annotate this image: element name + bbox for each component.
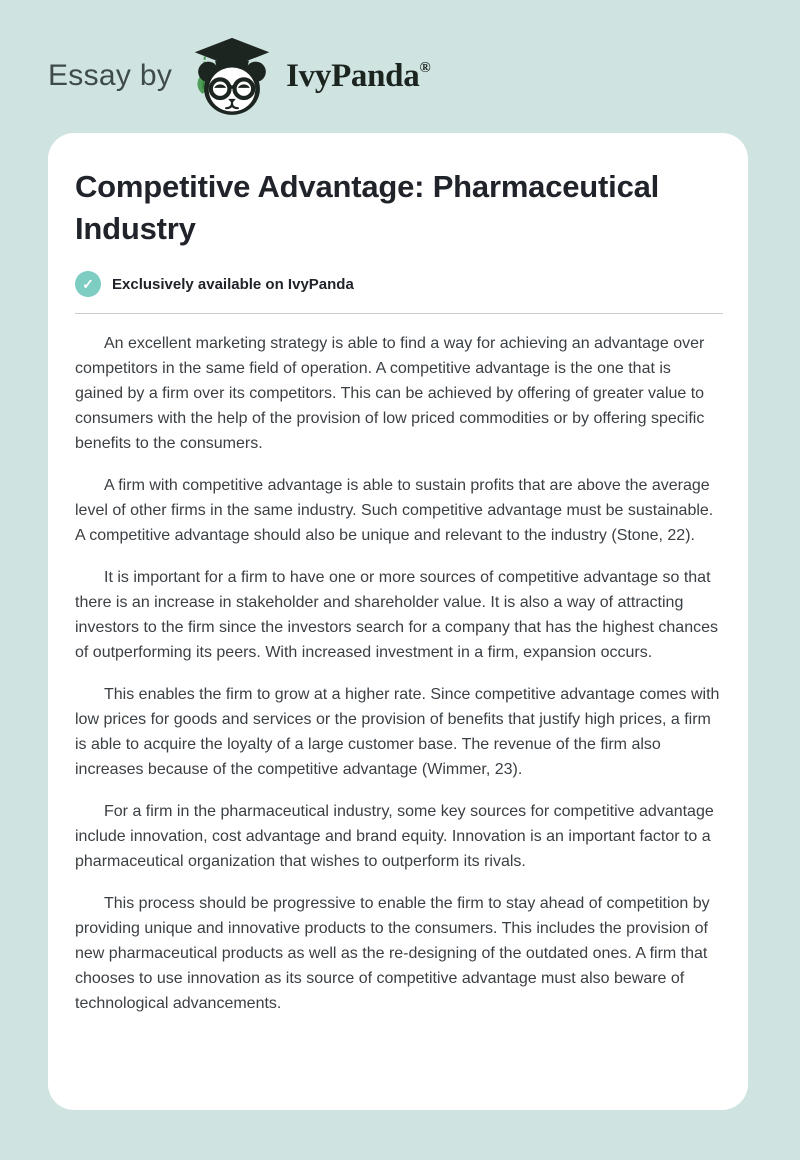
essay-paragraph: An excellent marketing strategy is able to find a way for achieving an advantage over competitors in the same field of operation. A competitive advantage is the one that is gained by a firm over its competitors. This can be achieved by offering of greater value to consumers with the help of the provision of low priced commodities or by offering specific benefits to the consumers.	[75, 335, 705, 453]
check-icon: ✓	[75, 271, 101, 297]
essay-paragraph: This process should be progressive to enable the firm to stay ahead of competition by providing unique and innovative products to the consumers. This includes the provision of new pharmaceutical products as well as the re-designing of the outdated ones. A firm that chooses to use innovation as its source of competitive advantage must also beware of technological advancements.	[75, 895, 710, 1013]
page-header	[0, 0, 800, 114]
essay-paragraph: A firm with competitive advantage is able to sustain profits that are above the average level of other firms in the same industry. Such competitive advantage must be sustainable. A competitive advantage should also be unique and relevant to the industry (Stone, 22).	[75, 477, 714, 545]
essay-body	[75, 331, 723, 1016]
brand-name: IvyPanda®	[286, 57, 431, 94]
exclusive-badge-label: Exclusively available on IvyPanda	[112, 275, 354, 293]
essay-by-label: Essay by	[48, 59, 173, 92]
registered-mark: ®	[419, 59, 431, 76]
essay-card	[48, 133, 748, 1110]
divider	[75, 313, 723, 314]
ivypanda-logo[interactable]	[188, 36, 430, 116]
essay-paragraph: It is important for a firm to have one or more sources of competitive advantage so that there is an increase in stakeholder and shareholder value. It is also a way of attracting investors to the firm since the investors search for a company that has the highest chances of outperforming its peers. With increased investment in a firm, expansion occurs.	[75, 569, 718, 662]
essay-paragraph: This enables the firm to grow at a higher rate. Since competitive advantage comes with low prices for goods and services or the provision of benefits that justify high prices, a firm is able to acquire the loyalty of a large customer base. The revenue of the firm also increases because of the competitive advantage (Wimmer, 23).	[75, 686, 720, 779]
essay-paragraph: For a firm in the pharmaceutical industry, some key sources for competitive advantage include innovation, cost advantage and brand equity. Innovation is an important factor to a pharmaceutical organization that wishes to outperform its rivals.	[75, 803, 714, 871]
page-title: Competitive Advantage: Pharmaceutical Industry	[75, 169, 660, 246]
panda-graduation-icon	[188, 36, 276, 116]
exclusive-badge	[75, 271, 723, 297]
